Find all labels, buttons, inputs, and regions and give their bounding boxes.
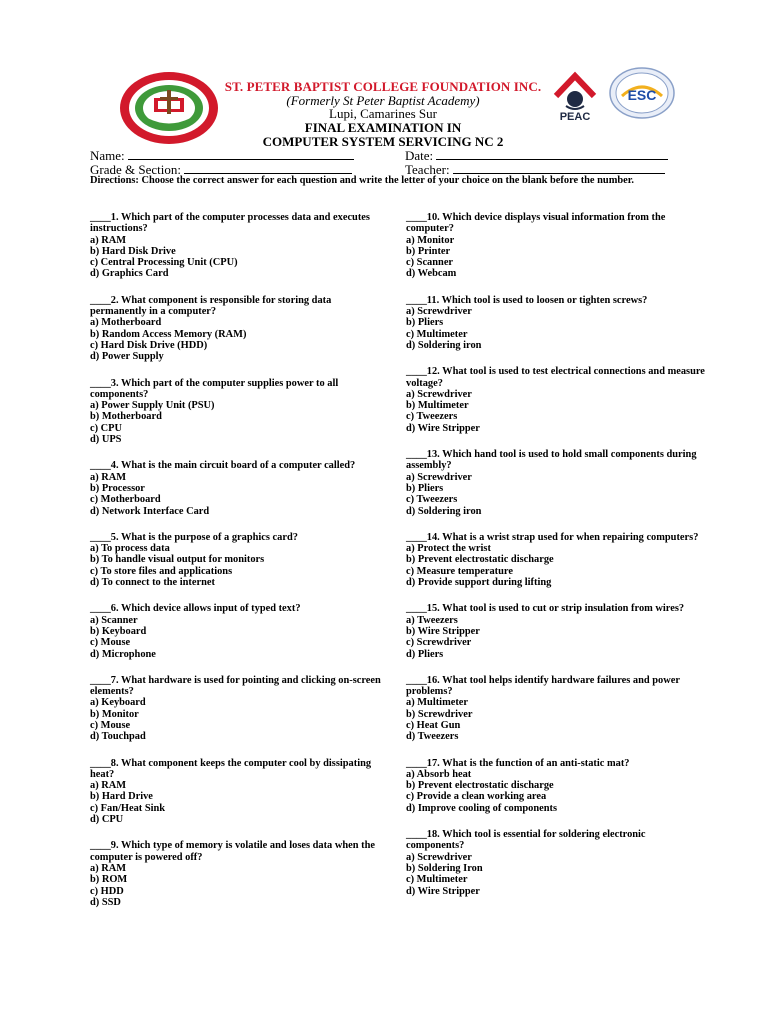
- answer-option: c) Scanner: [406, 257, 454, 269]
- answer-option: a) Power Supply Unit (PSU): [90, 400, 215, 412]
- answer-option: c) HDD: [90, 885, 124, 897]
- answer-option: d) Soldering iron: [406, 339, 482, 351]
- peac-logo-icon: [548, 66, 602, 122]
- answer-option: a) RAM: [90, 862, 127, 874]
- question-stem[interactable]: ____9. Which type of memory is volatile and loses data when the computer is powered off?: [90, 840, 375, 863]
- answer-option: a) Screwdriver: [406, 471, 472, 483]
- answer-option: d) UPS: [90, 434, 122, 446]
- answer-option: c) Heat Gun: [406, 719, 461, 731]
- grade-section-blank[interactable]: [184, 162, 352, 174]
- question-stem[interactable]: ____4. What is the main circuit board of a computer called?: [90, 460, 356, 472]
- answer-option: a) Screwdriver: [406, 306, 472, 318]
- question-item: [90, 532, 390, 588]
- answer-option: c) Measure temperature: [406, 565, 513, 577]
- question-item: [90, 758, 390, 826]
- answer-option: d) Improve cooling of components: [406, 802, 558, 814]
- answer-option: a) RAM: [90, 471, 127, 483]
- answer-option: b) Random Access Memory (RAM): [90, 328, 247, 340]
- esc-logo-icon: [608, 66, 676, 120]
- questions-left-column: [90, 212, 390, 923]
- esc-label: ESC: [627, 87, 657, 103]
- answer-option: b) Pliers: [406, 482, 444, 494]
- question-stem[interactable]: ____18. Which tool is essential for soldering electronic components?: [406, 829, 646, 852]
- answer-option: a) Tweezers: [406, 614, 458, 626]
- answer-option: b) Hard Disk Drive: [90, 245, 176, 257]
- answer-option: b) Monitor: [90, 708, 139, 720]
- answer-option: b) Wire Stripper: [406, 625, 480, 637]
- answer-option: c) Tweezers: [406, 494, 458, 506]
- answer-option: b) Keyboard: [90, 625, 147, 637]
- name-label: Name:: [90, 148, 125, 163]
- question-item: [90, 603, 390, 659]
- answer-option: a) Protect the wrist: [406, 543, 491, 555]
- school-name: ST. PETER BAPTIST COLLEGE FOUNDATION INC.: [224, 79, 542, 94]
- date-label: Date:: [405, 148, 434, 163]
- question-stem[interactable]: ____8. What component keeps the computer cool by dissipating heat?: [90, 757, 372, 780]
- answer-option: c) To store files and applications: [90, 565, 233, 577]
- question-item: [90, 295, 390, 363]
- questions-right-column: [406, 212, 706, 912]
- peac-label: PEAC: [559, 111, 591, 122]
- question-item: [90, 378, 390, 446]
- answer-option: d) Touchpad: [90, 731, 146, 743]
- answer-option: c) Central Processing Unit (CPU): [90, 257, 238, 269]
- answer-option: c) Provide a clean working area: [406, 791, 547, 803]
- question-item: [90, 212, 390, 280]
- school-seal-icon: [118, 70, 220, 146]
- question-item: [406, 366, 706, 434]
- exam-subject: COMPUTER SYSTEM SERVICING NC 2: [262, 134, 504, 149]
- answer-option: a) RAM: [90, 234, 127, 246]
- answer-option: b) Hard Drive: [90, 791, 153, 803]
- question-stem[interactable]: ____14. What is a wrist strap used for when repairing computers?: [406, 531, 699, 543]
- answer-option: a) Scanner: [90, 614, 138, 626]
- question-item: [90, 460, 390, 516]
- exam-title: FINAL EXAMINATION IN: [304, 120, 462, 135]
- answer-option: a) Screwdriver: [406, 851, 472, 863]
- answer-option: c) Multimeter: [406, 874, 468, 886]
- question-item: [406, 758, 706, 814]
- answer-option: b) Pliers: [406, 317, 444, 329]
- answer-option: b) Processor: [90, 482, 145, 494]
- question-stem[interactable]: ____10. Which device displays visual information from the computer?: [406, 212, 666, 235]
- answer-option: b) Screwdriver: [406, 708, 473, 720]
- answer-option: d) Graphics Card: [90, 268, 169, 280]
- answer-option: c) Multimeter: [406, 328, 468, 340]
- answer-option: b) To handle visual output for monitors: [90, 554, 265, 566]
- grade-section-label: Grade & Section:: [90, 162, 181, 177]
- school-address: Lupi, Camarines Sur: [329, 106, 437, 121]
- answer-option: d) Provide support during lifting: [406, 577, 552, 589]
- teacher-label: Teacher:: [405, 162, 450, 177]
- answer-option: b) Soldering Iron: [406, 862, 483, 874]
- answer-option: b) Printer: [406, 245, 451, 257]
- answer-option: a) RAM: [90, 780, 127, 792]
- question-stem[interactable]: ____3. Which part of the computer supplies power to all components?: [90, 377, 339, 400]
- question-stem[interactable]: ____17. What is the function of an anti-static mat?: [406, 757, 630, 769]
- question-stem[interactable]: ____12. What tool is used to test electrical connections and measure voltage?: [406, 366, 705, 389]
- answer-option: a) Screwdriver: [406, 388, 472, 400]
- name-blank[interactable]: [128, 148, 354, 160]
- answer-option: c) CPU: [90, 422, 123, 434]
- answer-option: a) Motherboard: [90, 317, 162, 329]
- answer-option: c) Screwdriver: [406, 637, 472, 649]
- answer-option: a) Keyboard: [90, 697, 146, 709]
- question-stem[interactable]: ____15. What tool is used to cut or strip insulation from wires?: [406, 603, 685, 615]
- question-stem[interactable]: ____11. Which tool is used to loosen or tighten screws?: [406, 294, 648, 306]
- answer-option: d) SSD: [90, 896, 121, 908]
- answer-option: d) To connect to the internet: [90, 577, 215, 589]
- answer-option: d) Network Interface Card: [90, 505, 210, 517]
- answer-option: d) Tweezers: [406, 731, 459, 743]
- answer-option: b) ROM: [90, 874, 128, 886]
- question-stem[interactable]: ____5. What is the purpose of a graphics card?: [90, 531, 298, 543]
- answer-option: b) Prevent electrostatic discharge: [406, 554, 554, 566]
- question-stem[interactable]: ____7. What hardware is used for pointing and clicking on-screen elements?: [90, 674, 381, 698]
- answer-option: b) Motherboard: [90, 411, 162, 423]
- question-item: [90, 675, 390, 743]
- answer-option: b) Multimeter: [406, 400, 469, 412]
- question-item: [406, 295, 706, 351]
- question-stem[interactable]: ____16. What tool helps identify hardware failures and power problems?: [406, 674, 680, 698]
- answer-option: d) Microphone: [90, 648, 156, 660]
- answer-option: d) CPU: [90, 814, 124, 826]
- answer-option: d) Wire Stripper: [406, 885, 480, 897]
- question-item: [406, 829, 706, 897]
- question-stem[interactable]: ____13. Which hand tool is used to hold small components during assembly?: [406, 449, 697, 472]
- answer-option: c) Fan/Heat Sink: [90, 802, 166, 814]
- answer-option: c) Mouse: [90, 719, 131, 731]
- question-stem[interactable]: ____6. Which device allows input of typed text?: [90, 603, 301, 615]
- question-item: [406, 603, 706, 659]
- answer-option: d) Soldering iron: [406, 505, 482, 517]
- answer-option: b) Prevent electrostatic discharge: [406, 780, 554, 792]
- question-stem[interactable]: ____1. Which part of the computer processes data and executes instructions?: [90, 212, 370, 235]
- teacher-blank[interactable]: [453, 162, 665, 174]
- question-item: [406, 212, 706, 280]
- former-name: (Formerly St Peter Baptist Academy): [286, 93, 480, 108]
- question-item: [406, 532, 706, 588]
- answer-option: a) To process data: [90, 543, 170, 555]
- answer-option: d) Wire Stripper: [406, 422, 480, 434]
- question-stem[interactable]: ____2. What component is responsible for storing data permanently in a computer?: [90, 294, 332, 318]
- question-item: [90, 840, 390, 908]
- date-blank[interactable]: [436, 148, 668, 160]
- answer-option: a) Absorb heat: [406, 768, 472, 780]
- answer-option: c) Motherboard: [90, 494, 161, 506]
- answer-option: c) Tweezers: [406, 411, 458, 423]
- answer-option: a) Monitor: [406, 234, 455, 246]
- directions: Directions: Choose the correct answer for each question and write the letter of your choice on the blank before the number.: [90, 175, 635, 186]
- answer-option: d) Pliers: [406, 648, 444, 660]
- answer-option: d) Power Supply: [90, 351, 164, 363]
- question-item: [406, 675, 706, 743]
- answer-option: c) Hard Disk Drive (HDD): [90, 339, 208, 351]
- question-item: [406, 449, 706, 517]
- answer-option: a) Multimeter: [406, 697, 469, 709]
- answer-option: c) Mouse: [90, 637, 131, 649]
- answer-option: d) Webcam: [406, 268, 457, 280]
